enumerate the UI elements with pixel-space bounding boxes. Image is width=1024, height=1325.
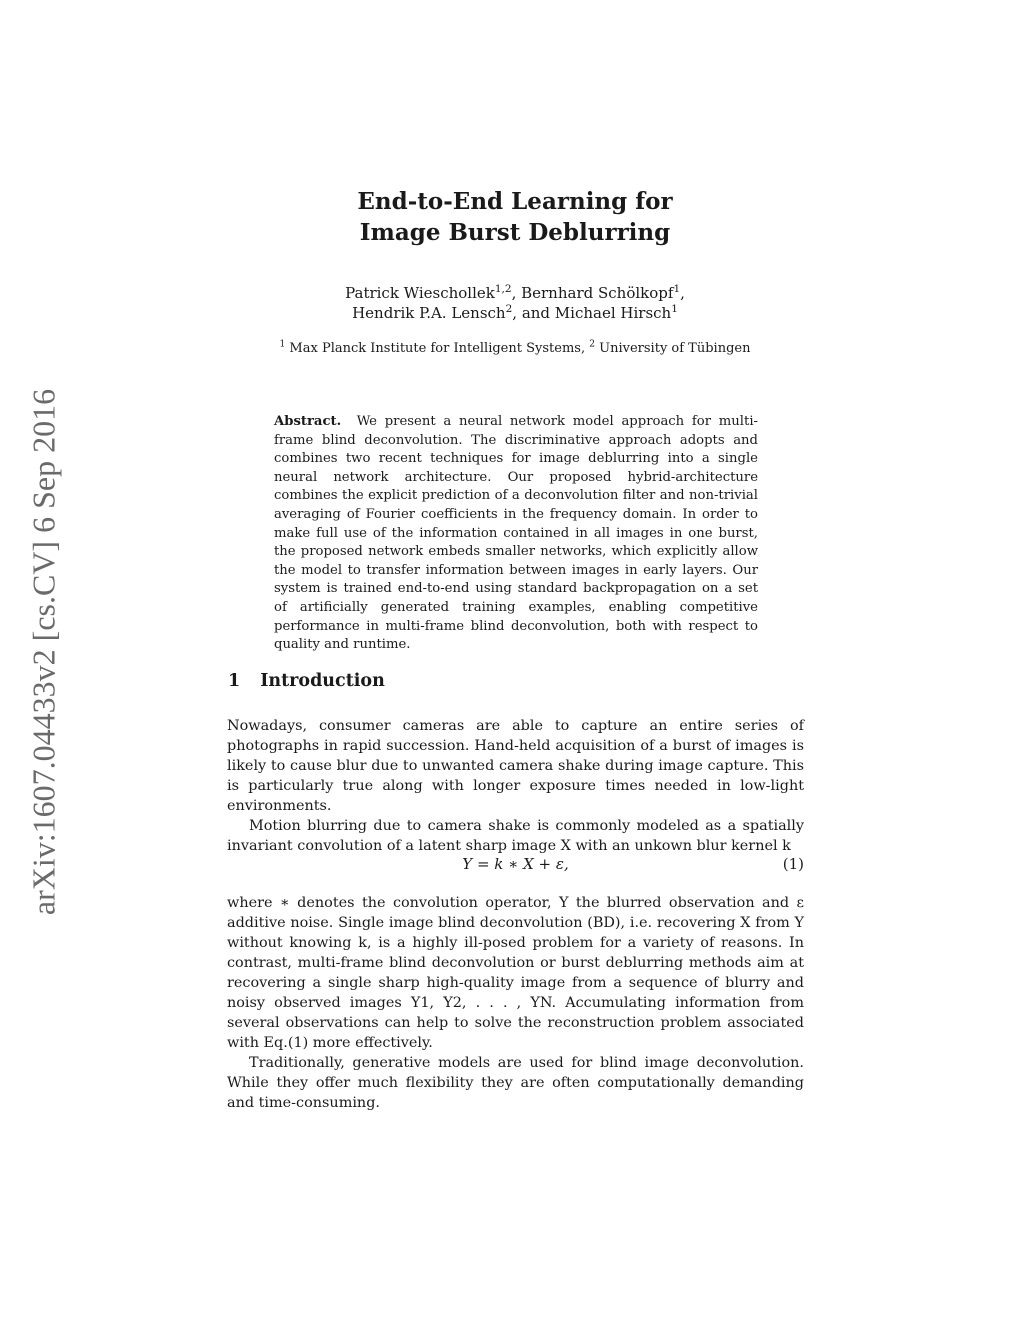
author-list bbox=[0, 283, 1024, 323]
author-line-1: Patrick Wieschollek$^{1,2}$, Bernhard Schölkopf$^1$, bbox=[345, 283, 685, 302]
equation-number: (1) bbox=[782, 855, 804, 873]
section-number: 1 bbox=[228, 671, 241, 691]
equation-body: Y = k ∗ X + ε, bbox=[462, 855, 569, 873]
abstract-text: We present a neural network model approach for multi-frame blind deconvolution. The discriminative approach adopts and combines two recent techniques for image deblurring into a single neural network architecture. Our proposed hybrid-architecture combines the explicit prediction of a deconvolution filter and non-trivial averaging of Fourier coefficients in the frequency domain. In order to make full use of the information contained in all images in one burst, the proposed network embeds smaller networks, which explicitly allow the model to transfer information between images in early layers. Our system is trained end-to-end using standard backpropagation on a set of artificially generated training examples, enabling competitive performance in multi-frame blind deconvolution, both with respect to quality and runtime. bbox=[274, 414, 758, 653]
equation-1 bbox=[227, 855, 804, 877]
section-title: Introduction bbox=[260, 671, 385, 691]
paragraph-3: where ∗ denotes the convolution operator, Y the blurred observation and ε additive noise. Single image blind deconvolution (BD), i.e. recovering X from Y without knowing k, is a highly ill-posed problem for a variety of reasons. In contrast, multi-frame blind deconvolution or burst deblurring methods aim at recovering a single sharp high-quality image from a sequence of blurry and noisy observed images Y1, Y2, . . . , YN. Accumulating information from several observations can help to solve the reconstruction problem associated with Eq.(1) more effectively. bbox=[227, 895, 804, 1051]
abstract bbox=[274, 413, 758, 655]
author-line-2: Hendrik P.A. Lensch$^2$, and Michael Hirsch$^1$ bbox=[352, 303, 678, 322]
paragraph-4: Traditionally, generative models are used for blind image deconvolution. While they offer much flexibility they are often computationally demanding and time-consuming. bbox=[227, 1055, 804, 1111]
paragraph-1: Nowadays, consumer cameras are able to capture an entire series of photographs in rapid succession. Hand-held acquisition of a burst of images is likely to cause blur due to unwanted camera shake during image capture. This is particularly true along with longer exposure times needed in low-light environments. bbox=[227, 718, 804, 814]
section-heading bbox=[228, 671, 385, 691]
title-line-2: Image Burst Deblurring bbox=[359, 219, 671, 246]
affiliations: $^1$ Max Planck Institute for Intelligent Systems, $^2$ University of Tübingen bbox=[279, 339, 751, 356]
abstract-label: Abstract. bbox=[274, 414, 342, 429]
paragraph-2: Motion blurring due to camera shake is commonly modeled as a spatially invariant convolution of a latent sharp image X with an unkown blur kernel k bbox=[227, 818, 804, 854]
paper-title bbox=[0, 186, 1024, 248]
intro-block-1 bbox=[227, 716, 804, 856]
title-line-1: End-to-End Learning for bbox=[357, 188, 673, 215]
arxiv-sidebar-stamp: arXiv:1607.04433v2 [cs.CV] 6 Sep 2016 bbox=[25, 388, 62, 916]
intro-block-2 bbox=[227, 893, 804, 1113]
